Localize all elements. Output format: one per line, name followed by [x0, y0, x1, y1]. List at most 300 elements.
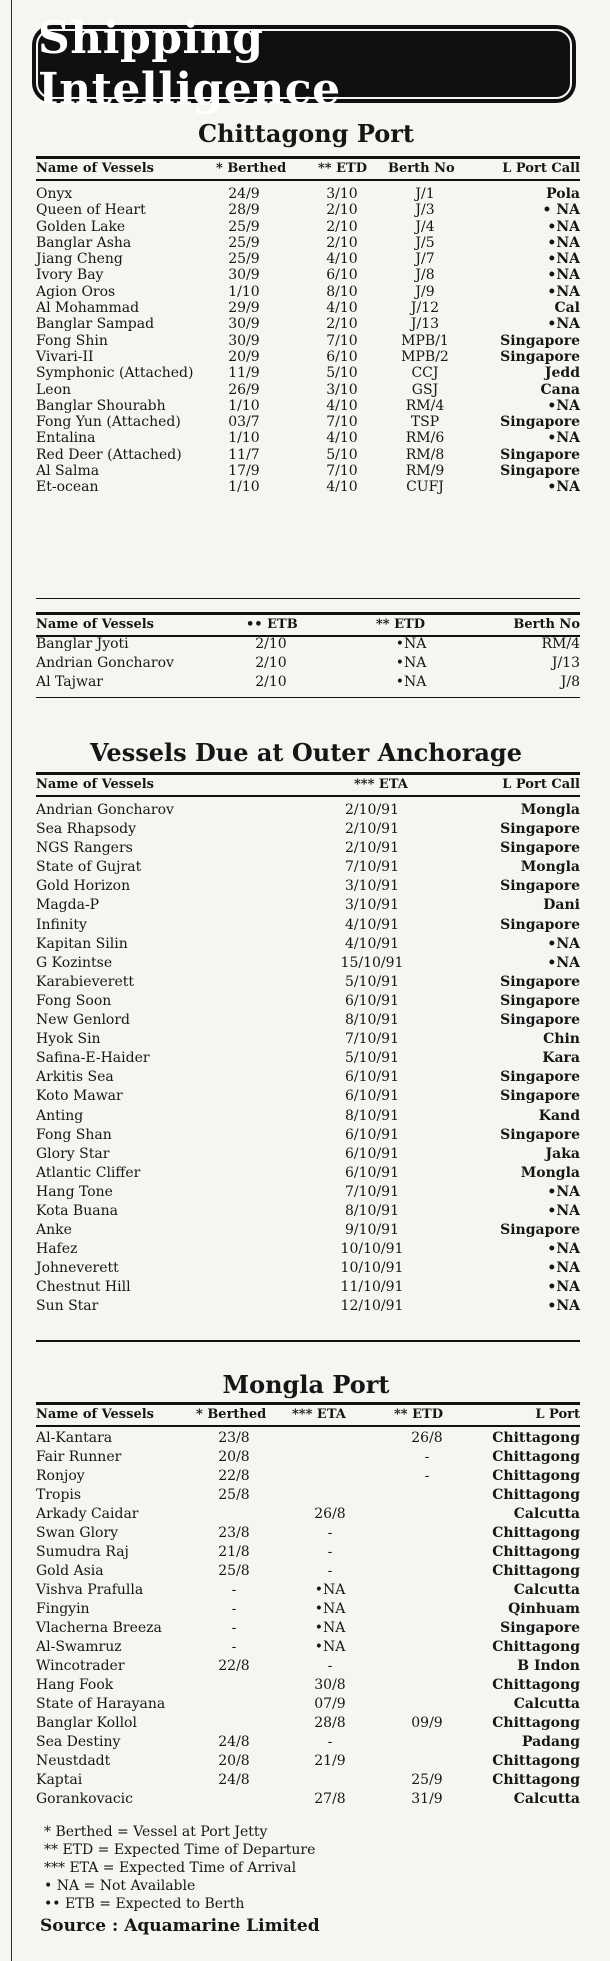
table-row	[36, 1165, 580, 1184]
table-row	[36, 333, 580, 349]
eta-date: •NA	[314, 1639, 346, 1655]
berthed-date: 25/8	[218, 1487, 250, 1503]
last-port: Singapore	[500, 332, 580, 349]
vessel-name: Sumudra Raj	[36, 1544, 129, 1560]
table-row	[36, 1012, 580, 1031]
eta-date: 8/10/91	[345, 1012, 399, 1029]
berth-no: J/4	[415, 218, 435, 235]
vessel-name: Leon	[36, 381, 72, 398]
berthed-date: 20/9	[228, 348, 260, 365]
last-port: Calcutta	[513, 1791, 580, 1807]
last-port: Cal	[554, 300, 580, 317]
berthed-date: 25/9	[228, 218, 260, 235]
etd-date: 2/10	[326, 218, 358, 235]
last-port: •NA	[547, 479, 580, 496]
anchorage-table	[36, 802, 580, 1318]
eta-date: 6/10/91	[345, 1126, 399, 1143]
vessel-name: Atlantic Cliffer	[36, 1164, 141, 1181]
vessel-name: Symphonic (Attached)	[36, 365, 194, 382]
table-row	[36, 1222, 580, 1241]
vessel-name: Arkady Caidar	[36, 1506, 139, 1522]
berthed-date: 24/8	[218, 1734, 250, 1750]
vessel-name: Al Tajwar	[36, 674, 103, 691]
divider	[36, 1340, 580, 1342]
last-port: •NA	[547, 1202, 580, 1219]
vessel-name: Anting	[36, 1107, 84, 1124]
berth-no: J/12	[410, 300, 440, 317]
berthed-date: 30/9	[228, 267, 260, 284]
berthed-date: 30/9	[228, 332, 260, 349]
last-port: Singapore	[500, 1620, 580, 1636]
vessel-name: Kapitan Silin	[36, 935, 128, 952]
eta-date: 9/10/91	[345, 1222, 399, 1239]
vessel-name: Ronjoy	[36, 1468, 85, 1484]
vessel-name: Agion Oros	[36, 283, 116, 300]
last-port: Pola	[546, 186, 580, 202]
vessel-name: Queen of Heart	[36, 202, 146, 219]
berthed-date: 25/9	[228, 251, 260, 268]
table-row	[36, 1525, 580, 1544]
berthed-date: -	[231, 1620, 237, 1636]
outer-anchorage-title: Vessels Due at Outer Anchorage	[90, 738, 522, 767]
last-port: Singapore	[500, 1069, 580, 1086]
berthed-date: 11/9	[228, 365, 260, 382]
col-eta-header: *** ETA	[292, 1407, 346, 1422]
table-row	[36, 430, 580, 446]
eta-date: 2/10/91	[345, 821, 399, 838]
vessel-name: Banglar Kollol	[36, 1715, 137, 1731]
last-port: •NA	[547, 1183, 580, 1200]
last-port: •NA	[547, 397, 580, 414]
eta-date: 2/10/91	[345, 802, 399, 818]
eta-date: 5/10/91	[345, 1050, 399, 1067]
last-port: Singapore	[500, 878, 580, 895]
eta-date: 07/9	[314, 1696, 346, 1712]
etb-date: 2/10	[255, 636, 287, 652]
berthed-date: 1/10	[228, 479, 260, 496]
table-row	[36, 1658, 580, 1677]
vessel-name: State of Harayana	[36, 1696, 166, 1712]
table-row	[36, 1639, 580, 1658]
berthed-date: 03/7	[228, 414, 260, 431]
col-etb-header: •• ETB	[246, 617, 298, 632]
last-port: •NA	[547, 267, 580, 284]
vessel-name: Gold Asia	[36, 1563, 104, 1579]
table-row	[36, 1544, 580, 1563]
vessel-name: Wincotrader	[36, 1658, 125, 1674]
berth-no: RM/8	[405, 446, 445, 463]
last-port: Singapore	[500, 414, 580, 431]
berth-no: TSP	[410, 414, 440, 431]
table-row	[36, 636, 580, 655]
eta-date: 3/10/91	[345, 897, 399, 914]
table-row	[36, 284, 580, 300]
vessel-name: Hyok Sin	[36, 1031, 101, 1048]
last-port: Chittagong	[492, 1715, 580, 1731]
mongla-table	[36, 1430, 580, 1810]
table-row	[36, 1715, 580, 1734]
etd-date: 3/10	[326, 186, 358, 202]
note-etd: ** ETD = Expected Time of Departure	[44, 1842, 316, 1858]
etd-date: 4/10	[326, 397, 358, 414]
eta-date: 6/10/91	[345, 1164, 399, 1181]
eta-date: 6/10/91	[345, 1069, 399, 1086]
berthed-date: -	[231, 1639, 237, 1655]
table-row	[36, 1279, 580, 1298]
berth-no: J/3	[415, 202, 435, 219]
table-row	[36, 365, 580, 381]
eta-date: 7/10/91	[345, 859, 399, 876]
vessel-name: G Kozintse	[36, 954, 113, 971]
eta-date: 4/10/91	[345, 916, 399, 933]
col-etd-header: ** ETD	[376, 617, 425, 632]
vessel-name: Vishva Prafulla	[36, 1582, 144, 1598]
last-port: Mongla	[520, 859, 580, 876]
etd-date: •NA	[395, 636, 427, 652]
last-port: •NA	[547, 935, 580, 952]
vessel-name: Fong Shin	[36, 332, 108, 349]
vessel-name: Vivari-II	[36, 348, 94, 365]
berth-no: CUFJ	[406, 479, 444, 496]
eta-date: -	[327, 1544, 333, 1560]
table-row	[36, 267, 580, 283]
vessel-name: Ivory Bay	[36, 267, 104, 284]
vessel-name: Banglar Jyoti	[36, 636, 129, 652]
berthed-date: 23/8	[218, 1525, 250, 1541]
berth-no: J/1	[415, 186, 435, 202]
berth-no: J/5	[415, 234, 435, 251]
vessel-name: Safina-E-Haider	[36, 1050, 150, 1067]
eta-date: 10/10/91	[340, 1241, 404, 1258]
etd-date: 2/10	[326, 234, 358, 251]
eta-date: •NA	[314, 1601, 346, 1617]
vessel-name: Fair Runner	[36, 1449, 122, 1465]
berth-no: RM/4	[541, 636, 580, 652]
etd-date: •NA	[395, 655, 427, 672]
etd-date: -	[424, 1449, 430, 1465]
anchorage-header	[36, 772, 580, 797]
last-port: •NA	[547, 1279, 580, 1296]
last-port: Singapore	[500, 1012, 580, 1029]
last-port: •NA	[547, 218, 580, 235]
last-port: Chittagong	[492, 1468, 580, 1484]
eta-date: 6/10/91	[345, 1145, 399, 1162]
etd-date: 4/10	[326, 430, 358, 447]
berth-no: J/9	[415, 283, 435, 300]
last-port: Chittagong	[492, 1563, 580, 1579]
berthed-date: 20/8	[218, 1753, 250, 1769]
last-port: Chittagong	[492, 1525, 580, 1541]
eta-date: 2/10/91	[345, 840, 399, 857]
eta-date: 15/10/91	[340, 954, 404, 971]
etd-date: 09/9	[411, 1715, 443, 1731]
chittagong-title: Chittagong Port	[198, 119, 414, 148]
last-port: •NA	[547, 316, 580, 333]
etd-date: 4/10	[326, 251, 358, 268]
table-row	[36, 897, 580, 916]
table-row	[36, 955, 580, 974]
etd-date: 26/8	[411, 1430, 443, 1446]
col-berthed-header: * Berthed	[216, 161, 287, 176]
table-row	[36, 1601, 580, 1620]
etd-date: •NA	[395, 674, 427, 691]
vessel-name: Johneverett	[36, 1260, 119, 1277]
vessel-name: State of Gujrat	[36, 859, 142, 876]
etd-date: 3/10	[326, 381, 358, 398]
etd-date: 7/10	[326, 332, 358, 349]
berth-no: MPB/2	[401, 348, 449, 365]
table-row	[36, 251, 580, 267]
vessel-name: Kaptai	[36, 1772, 83, 1788]
col-vessel-header: Name of Vessels	[36, 617, 154, 632]
vessel-name: NGS Rangers	[36, 840, 133, 857]
last-port: Chittagong	[492, 1677, 580, 1693]
note-eta: *** ETA = Expected Time of Arrival	[44, 1860, 297, 1876]
eta-date: 8/10/91	[345, 1202, 399, 1219]
last-port: Cana	[540, 381, 580, 398]
table-row	[36, 1506, 580, 1525]
eta-date: 4/10/91	[345, 935, 399, 952]
vessel-name: Fingyin	[36, 1601, 90, 1617]
etd-date: 8/10	[326, 283, 358, 300]
berth-no: J/13	[410, 316, 440, 333]
table-row	[36, 993, 580, 1012]
table-row	[36, 349, 580, 365]
etd-date: 5/10	[326, 365, 358, 382]
berthed-date: 30/9	[228, 316, 260, 333]
etd-date: 4/10	[326, 300, 358, 317]
last-port: Chittagong	[492, 1430, 580, 1446]
last-port: •NA	[547, 954, 580, 971]
last-port: •NA	[547, 430, 580, 447]
table-row	[36, 1298, 580, 1317]
table-row	[36, 655, 580, 674]
note-etb: •• ETB = Expected to Berth	[44, 1896, 245, 1912]
last-port: Calcutta	[513, 1506, 580, 1522]
vessel-name: Glory Star	[36, 1145, 110, 1162]
berthed-date: 20/8	[218, 1449, 250, 1465]
berth-no: RM/4	[405, 397, 445, 414]
page-title: Shipping Intelligence	[38, 13, 341, 115]
etd-date: 4/10	[326, 479, 358, 496]
last-port: •NA	[547, 1260, 580, 1277]
table-row	[36, 447, 580, 463]
last-port: B Indon	[517, 1658, 580, 1674]
eta-date: 28/8	[314, 1715, 346, 1731]
berth-no: CCJ	[411, 365, 439, 382]
last-port: Singapore	[500, 1088, 580, 1105]
vessel-name: Andrian Goncharov	[36, 802, 174, 818]
vessel-name: Banglar Shourabh	[36, 397, 166, 414]
vessel-name: Koto Mawar	[36, 1088, 123, 1105]
eta-date: -	[327, 1525, 333, 1541]
table-row	[36, 859, 580, 878]
vessel-name: Vlacherna Breeza	[36, 1620, 162, 1636]
eta-date: •NA	[314, 1620, 346, 1636]
table-row	[36, 219, 580, 235]
etd-date: 6/10	[326, 267, 358, 284]
table-row	[36, 1108, 580, 1127]
table-row	[36, 1127, 580, 1146]
table-row	[36, 1563, 580, 1582]
berth-table	[36, 636, 580, 694]
table-row	[36, 1203, 580, 1222]
berthed-date: 25/8	[218, 1563, 250, 1579]
eta-date: 11/10/91	[340, 1279, 404, 1296]
vessel-name: Al Salma	[36, 463, 100, 480]
vessel-name: Golden Lake	[36, 218, 126, 235]
vessel-name: Sea Rhapsody	[36, 821, 137, 838]
berthed-date: 17/9	[228, 463, 260, 480]
berthed-date: 1/10	[228, 283, 260, 300]
table-row	[36, 1487, 580, 1506]
table-row	[36, 840, 580, 859]
etd-date: 2/10	[326, 202, 358, 219]
mongla-header	[36, 1402, 580, 1427]
vessel-name: Swan Glory	[36, 1525, 119, 1541]
berthed-date: 21/8	[218, 1544, 250, 1560]
table-row	[36, 802, 580, 821]
berthed-date: 22/8	[218, 1468, 250, 1484]
berth-no: J/7	[415, 251, 435, 268]
col-lport-header: L Port Call	[502, 777, 580, 792]
table-row	[36, 1734, 580, 1753]
table-row	[36, 414, 580, 430]
table-row	[36, 1772, 580, 1791]
last-port: Padang	[521, 1734, 580, 1750]
table-row	[36, 1088, 580, 1107]
chittagong-table	[36, 186, 580, 496]
last-port: Singapore	[500, 821, 580, 838]
left-column-rule	[11, 0, 12, 1961]
col-vessel-header: Name of Vessels	[36, 1407, 154, 1422]
berth-no: GSJ	[411, 381, 439, 398]
last-port: Calcutta	[513, 1696, 580, 1712]
divider	[36, 598, 580, 599]
table-row	[36, 1582, 580, 1601]
last-port: Chittagong	[492, 1639, 580, 1655]
berthed-date: 29/9	[228, 300, 260, 317]
vessel-name: Magda-P	[36, 897, 100, 914]
table-row	[36, 1146, 580, 1165]
table-row	[36, 936, 580, 955]
berthed-date: 11/7	[228, 446, 260, 463]
last-port: •NA	[547, 1298, 580, 1315]
etd-date: 6/10	[326, 348, 358, 365]
etd-date: 31/9	[411, 1791, 443, 1807]
berth-no: J/8	[415, 267, 435, 284]
berth-no: J/8	[560, 674, 580, 691]
eta-date: -	[327, 1734, 333, 1750]
vessel-name: Banglar Sampad	[36, 316, 155, 333]
last-port: Jaka	[545, 1145, 580, 1162]
berthed-date: -	[231, 1582, 237, 1598]
table-row	[36, 235, 580, 251]
vessel-name: Infinity	[36, 916, 87, 933]
vessel-name: Neustdadt	[36, 1753, 111, 1769]
table-row	[36, 1031, 580, 1050]
last-port: Singapore	[500, 1126, 580, 1143]
note-na: • NA = Not Available	[44, 1878, 196, 1894]
vessel-name: Karabieverett	[36, 973, 134, 990]
table-row	[36, 398, 580, 414]
vessel-name: Tropis	[36, 1487, 82, 1503]
vessel-name: Fong Soon	[36, 992, 112, 1009]
last-port: Mongla	[520, 802, 580, 818]
last-port: Chittagong	[492, 1544, 580, 1560]
eta-date: •NA	[314, 1582, 346, 1598]
last-port: Jedd	[544, 365, 580, 382]
berth-no: MPB/1	[401, 332, 449, 349]
table-row	[36, 1677, 580, 1696]
vessel-name: Andrian Goncharov	[36, 655, 174, 672]
vessel-name: New Genlord	[36, 1012, 131, 1029]
chittagong-header	[36, 156, 580, 181]
table-row	[36, 1241, 580, 1260]
note-berthed: * Berthed = Vessel at Port Jetty	[44, 1824, 268, 1840]
eta-date: 7/10/91	[345, 1183, 399, 1200]
last-port: Calcutta	[513, 1582, 580, 1598]
table-row	[36, 316, 580, 332]
etd-date: 7/10	[326, 414, 358, 431]
last-port: Dani	[543, 897, 580, 914]
eta-date: -	[327, 1563, 333, 1579]
last-port: Chittagong	[492, 1772, 580, 1788]
col-vessel-header: Name of Vessels	[36, 777, 154, 792]
etd-date: 25/9	[411, 1772, 443, 1788]
etd-date: -	[424, 1468, 430, 1484]
table-row	[36, 1791, 580, 1810]
vessel-name: Entalina	[36, 430, 96, 447]
last-port: Chittagong	[492, 1753, 580, 1769]
vessel-name: Chestnut Hill	[36, 1279, 131, 1296]
vessel-name: Arkitis Sea	[36, 1069, 114, 1086]
last-port: Kara	[542, 1050, 580, 1067]
last-port: •NA	[547, 1241, 580, 1258]
etd-date: 7/10	[326, 463, 358, 480]
col-lport-header: L Port Call	[502, 161, 580, 176]
last-port: Singapore	[500, 463, 580, 480]
col-etd-header: ** ETD	[318, 161, 367, 176]
table-row	[36, 1184, 580, 1203]
col-lport-header: L Port	[535, 1407, 580, 1422]
vessel-name: Al-Kantara	[36, 1430, 113, 1446]
berthed-date: 25/9	[228, 234, 260, 251]
eta-date: 30/8	[314, 1677, 346, 1693]
table-row	[36, 1449, 580, 1468]
table-row	[36, 1468, 580, 1487]
col-vessel-header: Name of Vessels	[36, 161, 154, 176]
table-row	[36, 300, 580, 316]
table-row	[36, 1050, 580, 1069]
legend-notes	[44, 1823, 315, 1913]
table-row	[36, 1753, 580, 1772]
vessel-name: Sun Star	[36, 1298, 99, 1315]
berthed-date: 1/10	[228, 430, 260, 447]
eta-date: 12/10/91	[340, 1298, 404, 1315]
table-row	[36, 463, 580, 479]
last-port: Mongla	[520, 1164, 580, 1181]
col-berthed-header: * Berthed	[196, 1407, 267, 1422]
eta-date: 6/10/91	[345, 992, 399, 1009]
source-credit: Source : Aquamarine Limited	[40, 1916, 320, 1936]
berth-no: RM/9	[405, 463, 445, 480]
page-banner	[32, 13, 576, 115]
berthed-date: 23/8	[218, 1430, 250, 1446]
vessel-name: Onyx	[36, 186, 73, 202]
vessel-name: Hang Tone	[36, 1183, 113, 1200]
berth-header	[36, 612, 580, 637]
